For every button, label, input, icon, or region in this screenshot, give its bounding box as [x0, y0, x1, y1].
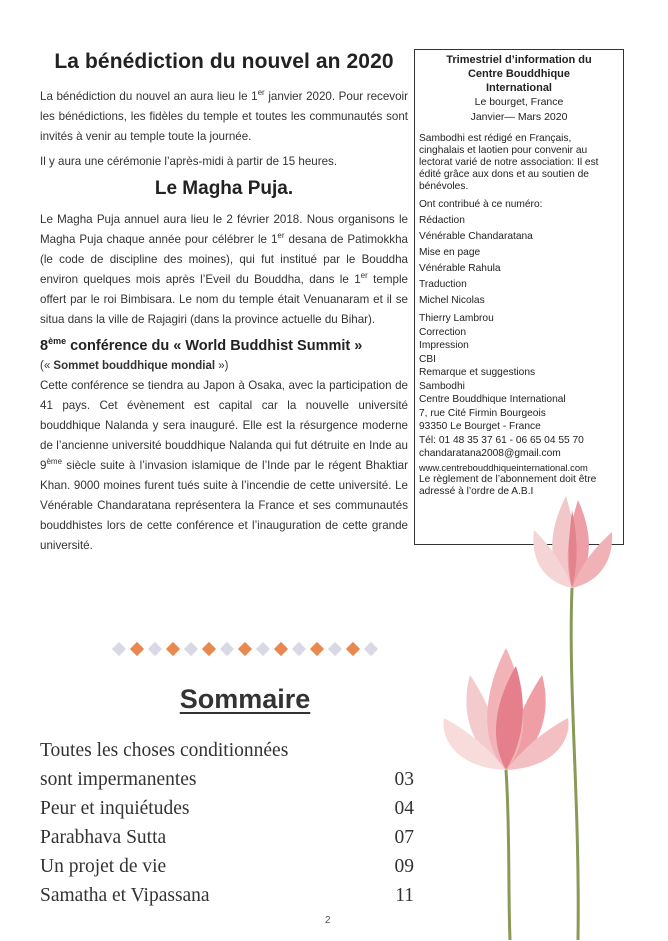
toc-entry-page: 11: [395, 885, 414, 906]
article-summit-subtitle: [40, 360, 408, 372]
text-span: conférence du « World Buddhist Summit »: [66, 338, 363, 354]
diamond-ornament: [328, 642, 342, 656]
text-span: («: [40, 360, 54, 372]
diamond-ornament: [112, 642, 126, 656]
info-box-period: Janvier— Mars 2020: [470, 111, 568, 123]
page-number: 2: [325, 915, 331, 926]
diamond-ornament: [310, 642, 324, 656]
diamond-ornament: [166, 642, 180, 656]
text-span: temple offert par le roi Bimbisara. Le nom du temple était Venuanaram et il se situa dans la ville de Rajagiri (dans la province actuelle du Bihar).: [40, 273, 408, 326]
info-box-label: Impression: [419, 340, 469, 351]
superscript: ème: [46, 457, 63, 467]
diamond-ornament: [238, 642, 252, 656]
main-column: [40, 50, 408, 556]
info-box-address: Sambodhi: [419, 380, 465, 392]
diamond-ornament: [148, 642, 162, 656]
article-new-year-title: La bénédiction du nouvel an 2020: [54, 50, 394, 73]
lotus-flowers-illustration: [440, 470, 668, 941]
text-line: Trimestriel d’information du: [446, 54, 592, 66]
toc-entry-label: sont impermanentes: [40, 769, 197, 790]
info-box-name: Vénérable Rahula: [419, 263, 501, 274]
info-box-name: Michel Nicolas: [419, 295, 485, 306]
toc-entry-page: 09: [394, 856, 414, 877]
article-summit-paragraph: [40, 376, 408, 556]
info-box-label: Rédaction: [419, 215, 465, 226]
toc-entry[interactable]: [40, 852, 420, 881]
article-new-year-paragraph: [40, 87, 408, 147]
info-box-address: 93350 Le Bourget - France: [419, 421, 541, 432]
toc-entry-label: Peur et inquiétudes: [40, 798, 190, 819]
diamond-ornament: [292, 642, 306, 656]
text-span: janvier 2020. Pour recevoir les bénédictions, les fidèles du temple et toutes les communautés sont invités à venir au temple toute la journée.: [40, 90, 408, 143]
text-span: desana de Patimokkha (le code de discipline des moines), qui fut institué par le Bouddha environ quelques mois après l’Eveil du Bouddha, dans le 1: [40, 233, 408, 286]
toc-entry-page: 04: [394, 798, 414, 819]
info-box-label: Correction: [419, 326, 466, 338]
diamond-ornament: [346, 642, 360, 656]
info-box-phone: Tél: 01 48 35 37 61 - 06 65 04 55 70: [419, 434, 584, 446]
article-magha-puja-paragraph: [40, 210, 408, 330]
diamond-ornament: [202, 642, 216, 656]
toc-entry[interactable]: [40, 823, 420, 852]
info-box-contributors: Ont contribué à ce numéro:: [419, 199, 543, 210]
text-span: 8: [40, 338, 49, 354]
info-box-address: 7, rue Cité Firmin Bourgeois: [419, 407, 546, 419]
toc-entry[interactable]: [40, 794, 420, 823]
superscript: ème: [48, 336, 67, 347]
toc-entry-label: Toutes les choses conditionnées: [40, 740, 289, 761]
info-box-label: Traduction: [419, 279, 467, 290]
sommaire-title: Sommaire: [179, 684, 311, 714]
decorative-diamond-row: [112, 640, 382, 660]
article-summit-title: [40, 338, 408, 354]
text-span: Sommet bouddhique mondial: [53, 360, 216, 372]
article-new-year-ceremony: Il y aura une cérémonie l’après-midi à partir de 15 heures.: [40, 155, 338, 168]
info-box-intro: Sambodhi est rédigé en Français, cinghalais et laotien pour convenir au lectorat varié de notre association: Il est édité grâce aux dons et au soutien de bénévoles.: [419, 133, 599, 192]
diamond-ornament: [274, 642, 288, 656]
info-box-website: www.centrebouddhiqueinternational.com: [419, 461, 588, 473]
toc-entry-page: 03: [394, 769, 414, 790]
table-of-contents: [40, 736, 420, 910]
toc-entry[interactable]: [40, 736, 420, 765]
toc-entry[interactable]: [40, 765, 420, 794]
toc-entry[interactable]: [40, 881, 420, 910]
text-span: Cette conférence se tiendra au Japon à Osaka, avec la participation de 41 pays. Cet évènement est capital car la nouvelle université bouddhique Nalanda y sera inauguré. Elle est la résurgence moderne de l’ancienne université bouddhique Nalanda qui fut détruite en Inde au 9: [40, 379, 408, 472]
info-box-address: Centre Bouddhique International: [419, 394, 566, 405]
info-box-label: Remarque et suggestions: [419, 367, 536, 378]
superscript: er: [277, 231, 285, 241]
toc-entry-label: Parabhava Sutta: [40, 827, 167, 848]
article-magha-puja-title: Le Magha Puja.: [154, 178, 294, 199]
diamond-ornament: [130, 642, 144, 656]
diamond-ornament: [364, 642, 378, 656]
text-span: siècle suite à l’invasion islamique de l’Inde par le régent Bhaktiar Khan. 9000 moines furent tués suite à l’incendie de cette université. Le Vénérable Chandaratana représentera la France et ses communautés bouddhistes lors de cette conférence et l’inauguration de cette grande université.: [40, 459, 408, 552]
toc-entry-page: 07: [394, 827, 414, 848]
superscript: er: [257, 88, 265, 98]
diamond-ornament: [256, 642, 270, 656]
text-span: La bénédiction du nouvel an aura lieu le 1: [40, 90, 258, 103]
diamond-ornament: [184, 642, 198, 656]
toc-entry-label: Samatha et Vipassana: [40, 885, 210, 906]
info-box-label: Mise en page: [419, 247, 481, 258]
info-box-payment: Le règlement de l’abonnement doit être adressé à l’ordre de A.B.I: [419, 474, 597, 497]
info-box-place: Le bourget, France: [474, 96, 564, 108]
info-box-heading: [419, 53, 619, 95]
text-span: »): [215, 360, 229, 372]
info-box-name: CBI: [419, 353, 436, 365]
text-line: Centre Bouddhique: [467, 68, 571, 80]
diamond-ornament: [220, 642, 234, 656]
info-box-name: Vénérable Chandaratana: [419, 231, 533, 242]
info-box-name: Thierry Lambrou: [419, 313, 494, 324]
info-box-email: chandaratana2008@gmail.com: [419, 448, 561, 459]
text-span: Le Magha Puja annuel aura lieu le 2 février 2018. Nous organisons le Magha Puja chaque année pour célébrer le 1: [40, 213, 408, 246]
superscript: er: [360, 271, 368, 281]
text-line: International: [485, 82, 552, 94]
toc-entry-label: Un projet de vie: [40, 856, 167, 877]
